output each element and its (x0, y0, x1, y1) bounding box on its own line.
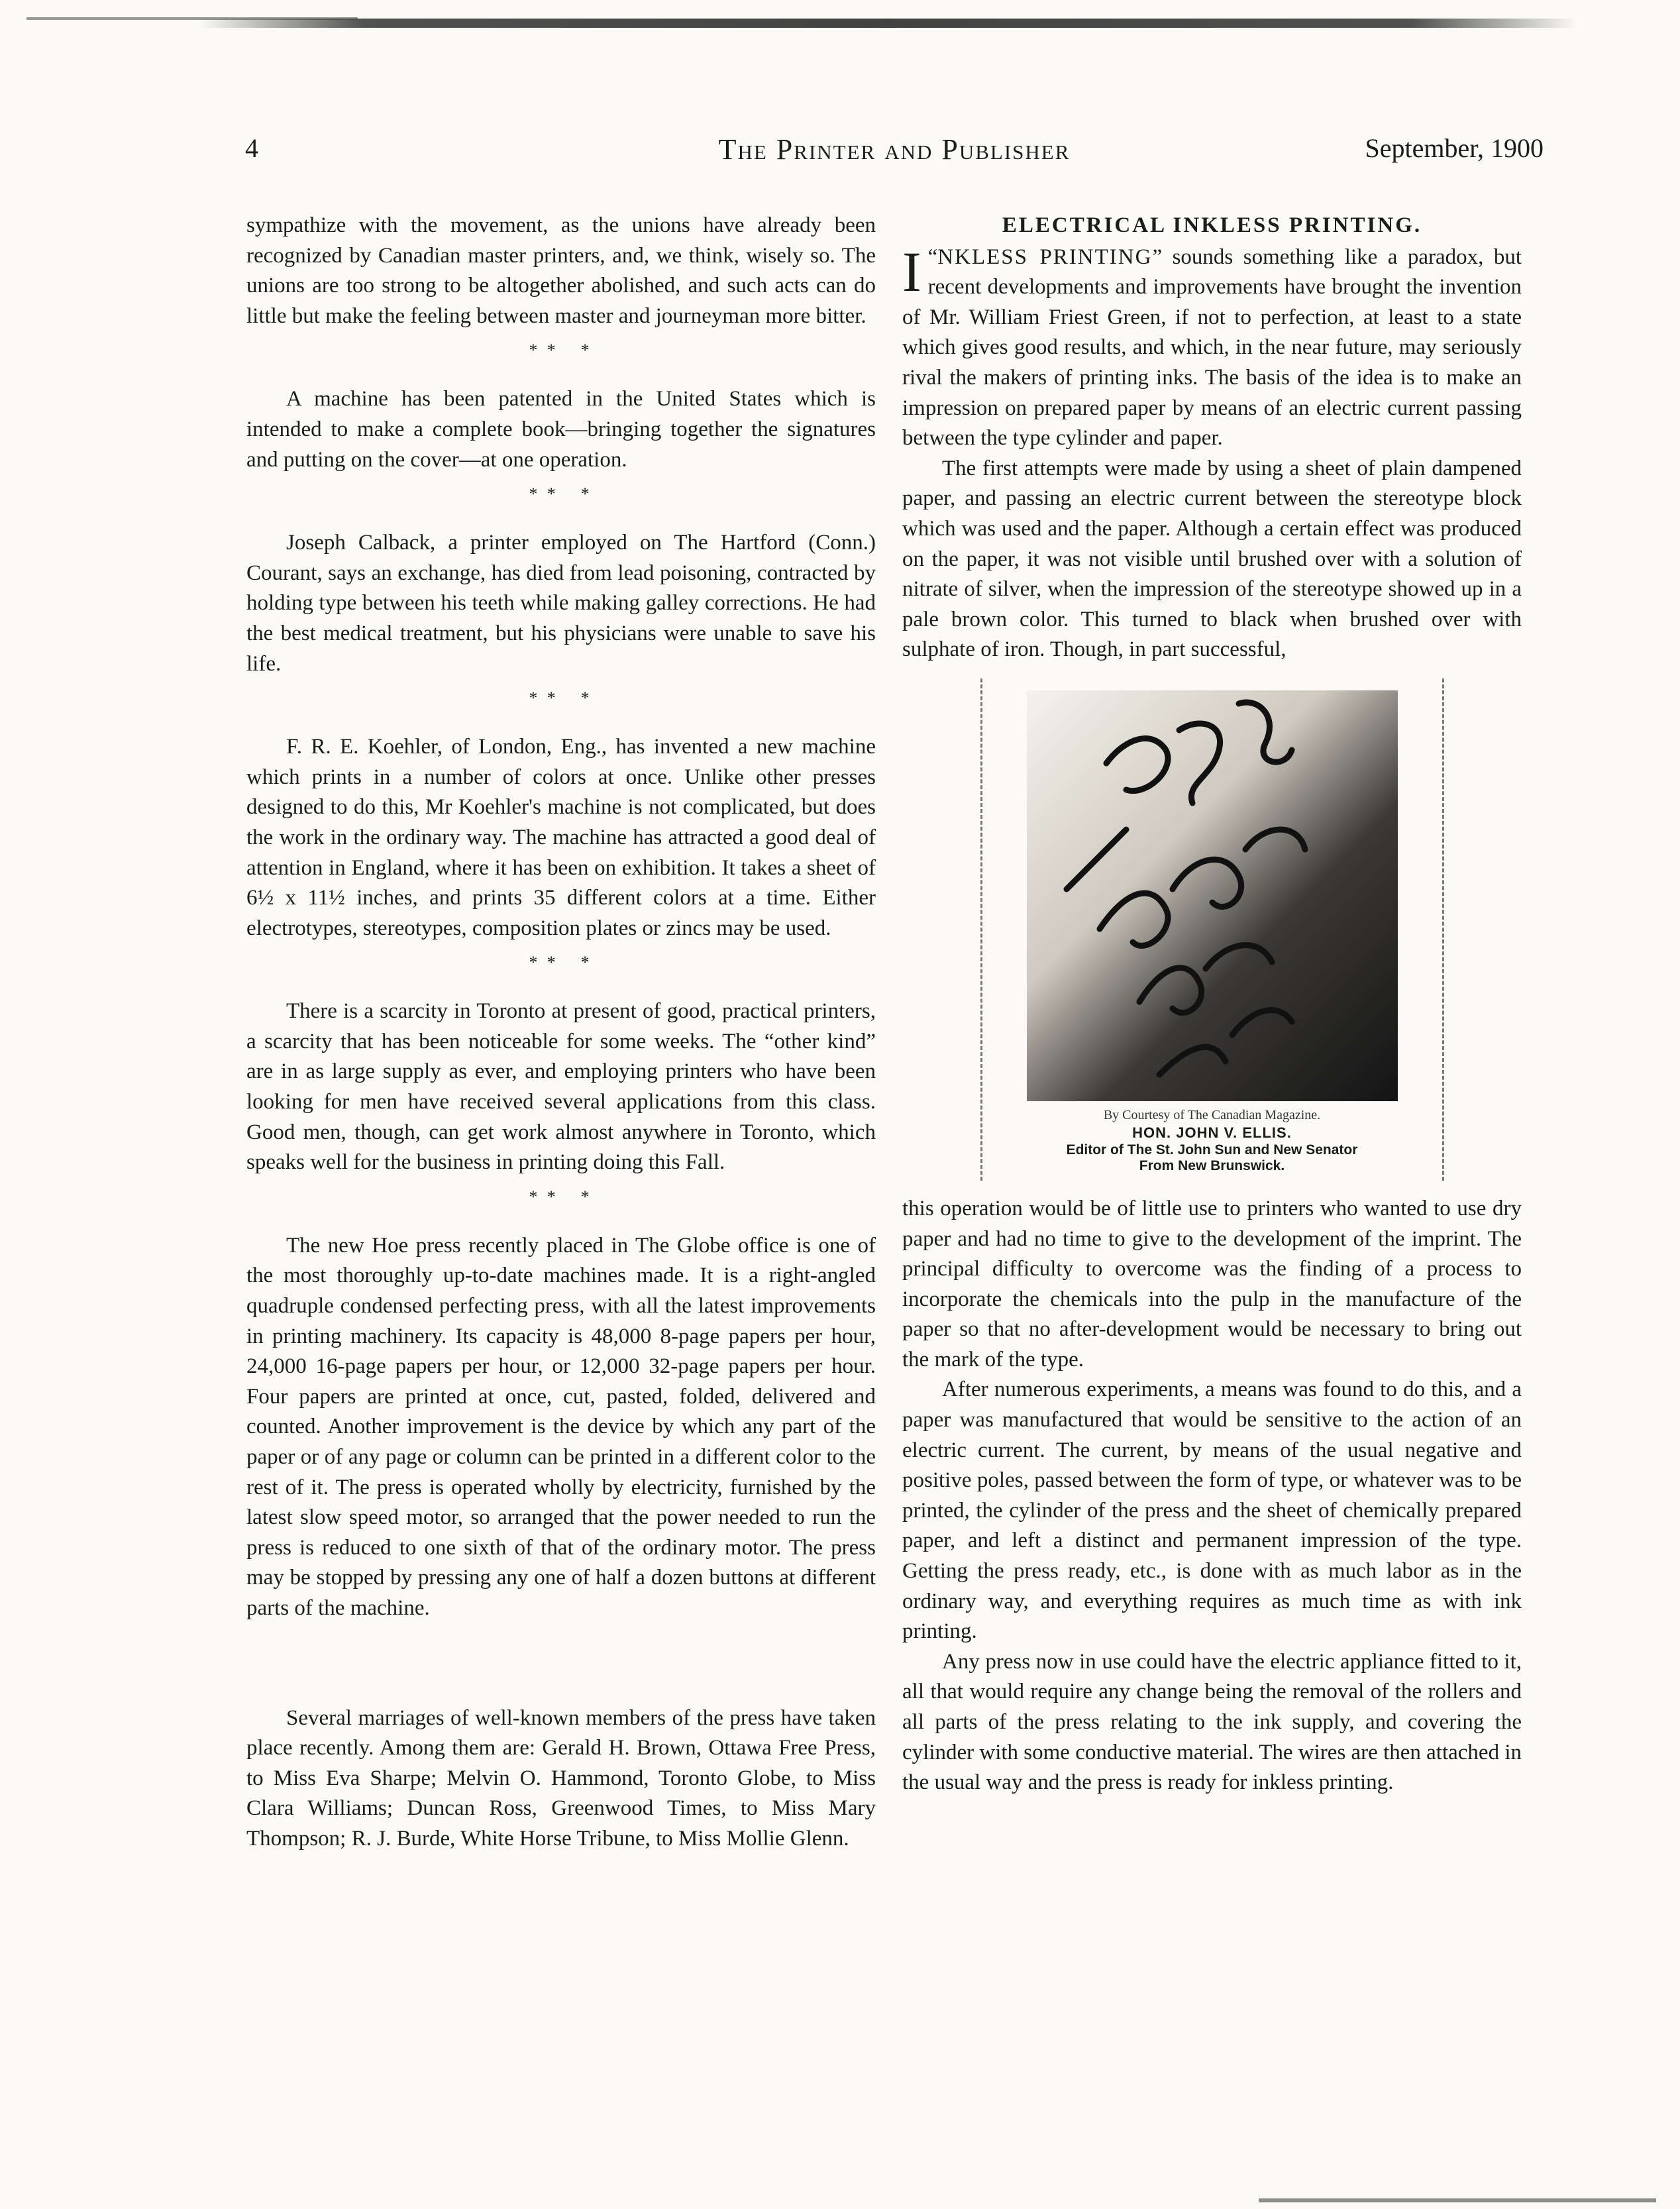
article-paragraph: The first attempts were made by using a sheet of plain dampened paper, and passing an electric current between the stereotype block which was used and the paper. Although a certain effect was produced on the paper, it was not visible until brushed over with a solution of nitrate of silver, when the impression of the stereotype showed up in a pale brown color. This turned to black when brushed over with sulphate of iron. Though, in part successful, (902, 456, 1522, 662)
bottom-edge-mark (1259, 2198, 1656, 2202)
issue-date: September, 1900 (1365, 133, 1544, 163)
article-lead-paragraph (902, 239, 1522, 454)
publication-title: The Printer and Publisher (718, 133, 1071, 166)
article-paragraph: Any press now in use could have the electric appliance fitted to it, all that would require any change being the removal of the rollers and all parts of the press relating to the ink supply, and covering the cylinder with some conductive material. The wires are then attached in the usual way and the press is ready for inkless printing. (902, 1649, 1522, 1795)
section-separator: * * * (529, 1187, 594, 1207)
column-gap (246, 1624, 876, 1703)
article-title: ELECTRICAL INKLESS PRINTING. (1002, 213, 1422, 237)
article-paragraph: There is a scarcity in Toronto at present of good, practical printers, a scarcity that has been noticeable for some weeks. The “other kind” are in as large supply as ever, and employing printers who have been looking for men have received several applications from this class. Good men, though, can get work almost anywhere in Toronto, which speaks well for the business in printing doing this Fall. (246, 999, 876, 1175)
page-header (245, 133, 1544, 172)
section-separator: * * * (529, 484, 594, 504)
page-number: 4 (245, 133, 258, 163)
figure-caption (992, 1106, 1433, 1174)
portrait-figure (980, 678, 1444, 1181)
article-paragraph: Several marriages of well-known members of the press have taken place recently. Among them are: Gerald H. Brown, Ottawa Free Press, to Miss Eva Sharpe; Melvin O. Hammond, Toronto Globe, to Miss Clara Williams; Duncan Ross, Greenwood Times, to Miss Mary Thompson; R. J. Burde, White Horse Tribune, to Miss Mollie Glenn. (246, 1705, 876, 1851)
article-paragraph: The new Hoe press recently placed in The Globe office is one of the most thoroughly up-to-date machines made. It is a right-angled quadruple condensed perfecting press, with all the latest improvements in printing machinery. Its capacity is 48,000 8-page papers per hour, 24,000 16-page papers per hour, or 12,000 32-page papers per hour. Four papers are printed at once, cut, pasted, folded, delivered and counted. Another improvement is the device by which any part of the paper or of any page or column can be printed in a different color to the rest of it. The press is operated wholly by electricity, furnished by the latest slow speed motor, so arranged that the power needed to run the press is reduced to one sixth of that of the ordinary motor. The press may be stopped by pressing any one of half a dozen buttons at different parts of the machine. (246, 1233, 876, 1620)
lead-text: ” sounds something like a paradox, but recent developments and improvements have brought the invention of Mr. William Friest Green, if not to perfection, at least to a state which gives good results, and which, in the near future, may seriously rival the makers of printing inks. The basis of the idea is to make an impression on prepared paper by means of an electric current passing between the type cylinder and paper. (902, 244, 1522, 451)
portrait-subject-name: HON. JOHN V. ELLIS. (1132, 1124, 1292, 1141)
lead-quote: “ (927, 244, 938, 269)
handwritten-annotation-icon (1027, 690, 1398, 1101)
article-paragraph: F. R. E. Koehler, of London, Eng., has invented a new machine which prints in a number of colors at once. Unlike other presses designed to do this, Mr Koehler's machine is not complicated, but does the work in the ordinary way. The machine has attracted a good deal of attention in England, where it has been on exhibition. It takes a sheet of 6½ x 11½ inches, and prints 35 different colors at a time. Either electrotypes, stereotypes, composition plates or zincs may be used. (246, 735, 876, 940)
lead-caps: NKLESS PRINTING (937, 244, 1153, 269)
portrait-photo (1027, 690, 1398, 1101)
article-paragraph: sympathize with the movement, as the unions have already been recognized by Canadian master printers, and, we think, wisely so. The unions are too strong to be altogether abolished, and such acts can do little but make the feeling between master and journeyman more bitter. (246, 213, 876, 328)
article-paragraph: After numerous experiments, a means was found to do this, and a paper was manufactured that would be sensitive to the action of an electric current. The current, by means of the usual negative and positive poles, passed between the form of type, or whatever was to be printed, the cylinder of the press and the sheet of chemically prepared paper, and left a distinct and permanent impression of the type. Getting the press ready, etc., is done with as much labor as in the ordinary way, and everything requires as much time as with ink printing. (902, 1377, 1522, 1644)
article-paragraph: A machine has been patented in the United States which is intended to make a complete book—bringing together the signatures and putting on the cover—at one operation. (246, 387, 876, 472)
portrait-subject-desc: From New Brunswick. (1139, 1158, 1285, 1173)
article-paragraph: this operation would be of little use to printers who wanted to use dry paper and had no time to give to the development of the imprint. The principal difficulty to overcome was the finding of a process to incorporate the chemicals into the pulp in the manufacture of the paper so that no after-development would be necessary to bring out the mark of the type. (902, 1196, 1522, 1372)
section-separator: * * * (529, 341, 594, 360)
article-paragraph: Joseph Calback, a printer employed on The Hartford (Conn.) Courant, says an exchange, has died from lead poisoning, contracted by holding type between his teeth while making galley corrections. He had the best medical treatment, but his physicians were unable to save his life. (246, 531, 876, 676)
section-separator: * * * (529, 953, 594, 973)
drop-cap: I (902, 239, 921, 303)
section-separator: * * * (529, 688, 594, 708)
photo-credit: By Courtesy of The Canadian Magazine. (1103, 1107, 1321, 1122)
right-column (902, 211, 1522, 1798)
left-column (246, 211, 876, 1855)
top-border-rule (199, 19, 1577, 28)
portrait-subject-desc: Editor of The St. John Sun and New Senator (1066, 1142, 1358, 1158)
